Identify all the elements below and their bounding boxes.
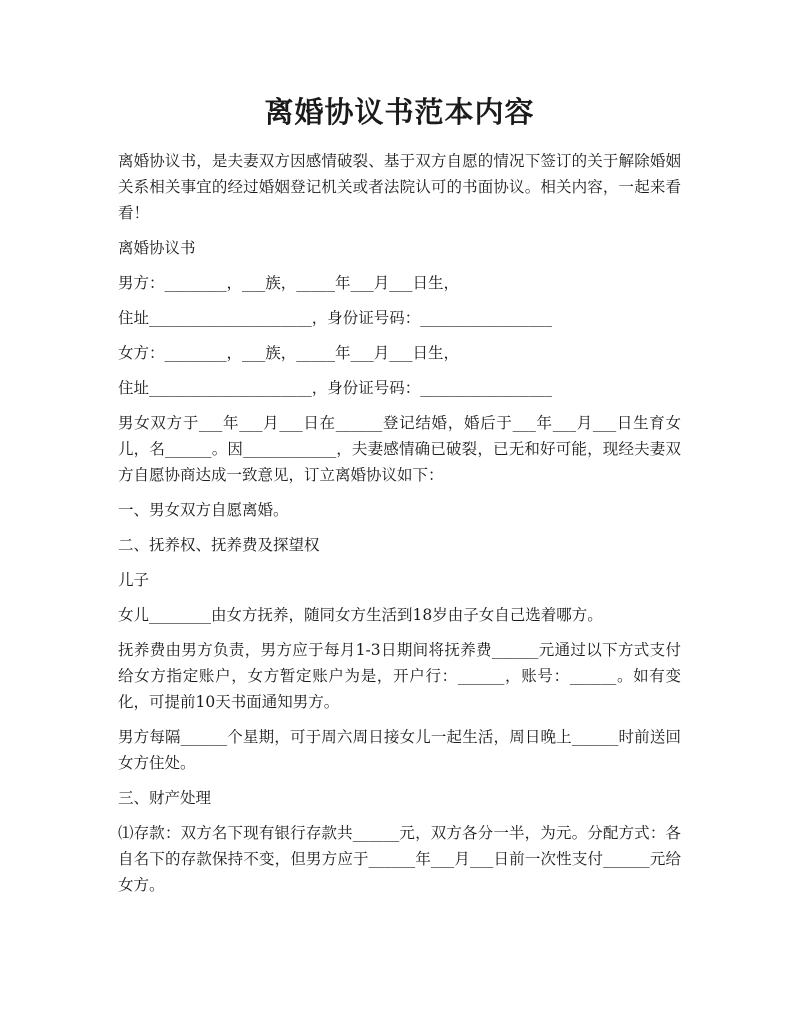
agreement-heading: 离婚协议书 — [118, 239, 196, 257]
visitation-paragraph: 男方每隔______个星期，可于周六周日接女儿一起生活，周日晚上______时前送回女方住处。 — [118, 728, 681, 772]
intro-paragraph: 离婚协议书，是夫妻双方因感情破裂、基于双方自愿的情况下签订的关于解除婚姻关系相关事宜的经过婚姻登记机关或者法院认可的书面协议。相关内容，一起来看看！ — [118, 152, 681, 222]
section-one-heading: 一、男女双方自愿离婚。 — [118, 501, 289, 519]
document-title: 离婚协议书范本内容 — [264, 95, 535, 129]
female-party-line: 女方：________，___族，_____年___月___日生， — [118, 344, 460, 362]
female-address-line: 住址_____________________，身份证号码：_________________ — [118, 379, 553, 397]
section-two-heading: 二、抚养权、抚养费及探望权 — [118, 536, 320, 554]
section-three-heading: 三、财产处理 — [118, 789, 212, 807]
deposit-paragraph: ⑴存款：双方名下现有银行存款共______元，双方各分一半，为元。分配方式：各自名下的存款保持不变，但男方应于______年___月___日前一次性支付______元给女方。 — [118, 824, 681, 894]
daughter-custody-paragraph: 女儿________由女方抚养，随同女方生活到18岁由子女自己选着哪方。 — [118, 606, 603, 624]
male-address-line: 住址_____________________，身份证号码：_________________ — [118, 309, 553, 327]
marriage-background-paragraph: 男女双方于___年___月___日在______登记结婚，婚后于___年___月___日生育女儿，名______。因____________，夫妻感情确已破裂，已无和好可能，现经夫妻双方自愿协商达成一致意见，订立离婚协议如下： — [118, 414, 681, 484]
son-label: 儿子 — [118, 571, 150, 589]
child-support-paragraph: 抚养费由男方负责，男方应于每月1-3日期间将抚养费______元通过以下方式支付给女方指定账户，女方暂定账户为是，开户行：______，账号：______。如有变化，可提前10天书面通知男方。 — [118, 641, 681, 711]
male-party-line: 男方：________，___族，_____年___月___日生， — [118, 274, 460, 292]
